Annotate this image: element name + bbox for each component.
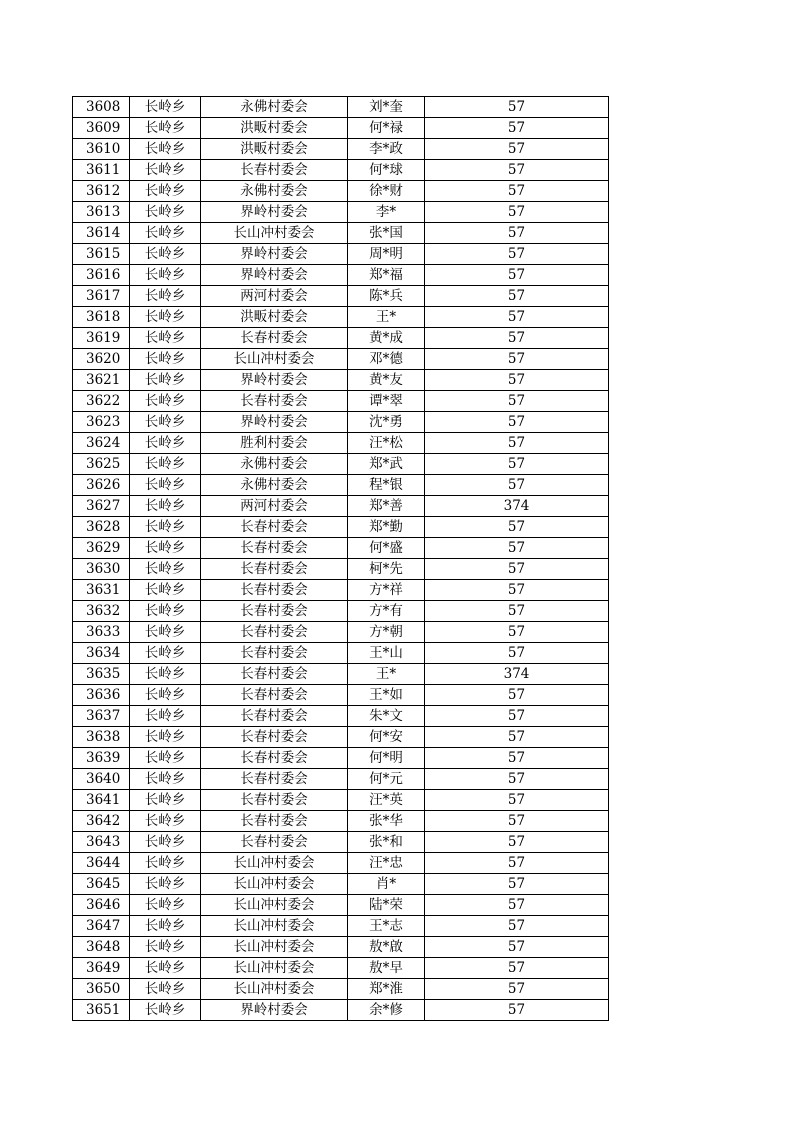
township-cell: 长岭乡	[130, 643, 201, 664]
table-row	[73, 181, 609, 202]
table-row	[73, 349, 609, 370]
township-cell: 长岭乡	[130, 139, 201, 160]
township-cell: 长岭乡	[130, 496, 201, 517]
amount-cell: 57	[425, 265, 609, 286]
township-cell: 长岭乡	[130, 475, 201, 496]
village-committee-cell: 长春村委会	[201, 811, 348, 832]
amount-cell: 57	[425, 958, 609, 979]
roster-table-body	[73, 97, 609, 1021]
township-cell: 长岭乡	[130, 118, 201, 139]
amount-cell: 57	[425, 433, 609, 454]
township-cell: 长岭乡	[130, 538, 201, 559]
township-cell: 长岭乡	[130, 328, 201, 349]
table-row	[73, 433, 609, 454]
village-committee-cell: 洪畈村委会	[201, 118, 348, 139]
amount-cell: 57	[425, 727, 609, 748]
township-cell: 长岭乡	[130, 958, 201, 979]
serial-number-cell: 3619	[73, 328, 130, 349]
name-cell: 郑*勤	[348, 517, 425, 538]
serial-number-cell: 3636	[73, 685, 130, 706]
township-cell: 长岭乡	[130, 559, 201, 580]
serial-number-cell: 3639	[73, 748, 130, 769]
name-cell: 何*元	[348, 769, 425, 790]
serial-number-cell: 3647	[73, 916, 130, 937]
amount-cell: 57	[425, 139, 609, 160]
amount-cell: 57	[425, 202, 609, 223]
table-row	[73, 538, 609, 559]
table-row	[73, 937, 609, 958]
village-committee-cell: 界岭村委会	[201, 1000, 348, 1021]
amount-cell: 57	[425, 769, 609, 790]
table-row	[73, 475, 609, 496]
name-cell: 程*银	[348, 475, 425, 496]
village-committee-cell: 长山冲村委会	[201, 223, 348, 244]
serial-number-cell: 3627	[73, 496, 130, 517]
table-row	[73, 979, 609, 1000]
amount-cell: 57	[425, 118, 609, 139]
village-committee-cell: 界岭村委会	[201, 412, 348, 433]
township-cell: 长岭乡	[130, 454, 201, 475]
township-cell: 长岭乡	[130, 160, 201, 181]
serial-number-cell: 3634	[73, 643, 130, 664]
township-cell: 长岭乡	[130, 790, 201, 811]
township-cell: 长岭乡	[130, 181, 201, 202]
table-row	[73, 895, 609, 916]
table-row	[73, 412, 609, 433]
table-row	[73, 958, 609, 979]
name-cell: 汪*松	[348, 433, 425, 454]
table-row	[73, 664, 609, 685]
amount-cell: 57	[425, 454, 609, 475]
village-committee-cell: 界岭村委会	[201, 244, 348, 265]
amount-cell: 57	[425, 790, 609, 811]
name-cell: 方*祥	[348, 580, 425, 601]
roster-table	[72, 96, 609, 1021]
serial-number-cell: 3616	[73, 265, 130, 286]
village-committee-cell: 长春村委会	[201, 559, 348, 580]
name-cell: 何*禄	[348, 118, 425, 139]
township-cell: 长岭乡	[130, 937, 201, 958]
village-committee-cell: 长春村委会	[201, 832, 348, 853]
township-cell: 长岭乡	[130, 202, 201, 223]
table-row	[73, 139, 609, 160]
name-cell: 黄*成	[348, 328, 425, 349]
name-cell: 王*志	[348, 916, 425, 937]
township-cell: 长岭乡	[130, 769, 201, 790]
township-cell: 长岭乡	[130, 97, 201, 118]
name-cell: 陈*兵	[348, 286, 425, 307]
name-cell: 汪*忠	[348, 853, 425, 874]
name-cell: 敖*早	[348, 958, 425, 979]
village-committee-cell: 永佛村委会	[201, 97, 348, 118]
name-cell: 张*华	[348, 811, 425, 832]
name-cell: 何*安	[348, 727, 425, 748]
name-cell: 郑*淮	[348, 979, 425, 1000]
table-row	[73, 454, 609, 475]
serial-number-cell: 3626	[73, 475, 130, 496]
table-row	[73, 622, 609, 643]
village-committee-cell: 长春村委会	[201, 748, 348, 769]
table-row	[73, 559, 609, 580]
table-row	[73, 286, 609, 307]
name-cell: 王*	[348, 664, 425, 685]
table-row	[73, 370, 609, 391]
amount-cell: 57	[425, 811, 609, 832]
table-row	[73, 727, 609, 748]
name-cell: 王*山	[348, 643, 425, 664]
amount-cell: 57	[425, 937, 609, 958]
table-row	[73, 97, 609, 118]
table-row	[73, 643, 609, 664]
name-cell: 郑*善	[348, 496, 425, 517]
township-cell: 长岭乡	[130, 811, 201, 832]
name-cell: 朱*文	[348, 706, 425, 727]
serial-number-cell: 3651	[73, 1000, 130, 1021]
amount-cell: 57	[425, 622, 609, 643]
township-cell: 长岭乡	[130, 832, 201, 853]
table-row	[73, 307, 609, 328]
village-committee-cell: 洪畈村委会	[201, 307, 348, 328]
amount-cell: 57	[425, 244, 609, 265]
amount-cell: 57	[425, 1000, 609, 1021]
name-cell: 余*修	[348, 1000, 425, 1021]
township-cell: 长岭乡	[130, 1000, 201, 1021]
serial-number-cell: 3628	[73, 517, 130, 538]
township-cell: 长岭乡	[130, 244, 201, 265]
serial-number-cell: 3630	[73, 559, 130, 580]
name-cell: 何*球	[348, 160, 425, 181]
township-cell: 长岭乡	[130, 370, 201, 391]
serial-number-cell: 3643	[73, 832, 130, 853]
serial-number-cell: 3613	[73, 202, 130, 223]
village-committee-cell: 长山冲村委会	[201, 349, 348, 370]
table-row	[73, 832, 609, 853]
township-cell: 长岭乡	[130, 412, 201, 433]
serial-number-cell: 3618	[73, 307, 130, 328]
village-committee-cell: 长春村委会	[201, 391, 348, 412]
amount-cell: 57	[425, 412, 609, 433]
amount-cell: 57	[425, 307, 609, 328]
village-committee-cell: 长春村委会	[201, 580, 348, 601]
township-cell: 长岭乡	[130, 748, 201, 769]
serial-number-cell: 3614	[73, 223, 130, 244]
village-committee-cell: 长春村委会	[201, 517, 348, 538]
village-committee-cell: 长山冲村委会	[201, 958, 348, 979]
serial-number-cell: 3611	[73, 160, 130, 181]
serial-number-cell: 3609	[73, 118, 130, 139]
amount-cell: 57	[425, 580, 609, 601]
township-cell: 长岭乡	[130, 307, 201, 328]
village-committee-cell: 长春村委会	[201, 727, 348, 748]
table-row	[73, 580, 609, 601]
amount-cell: 57	[425, 223, 609, 244]
table-row	[73, 391, 609, 412]
serial-number-cell: 3649	[73, 958, 130, 979]
serial-number-cell: 3631	[73, 580, 130, 601]
table-row	[73, 202, 609, 223]
table-row	[73, 874, 609, 895]
serial-number-cell: 3635	[73, 664, 130, 685]
table-row	[73, 265, 609, 286]
name-cell: 何*盛	[348, 538, 425, 559]
village-committee-cell: 两河村委会	[201, 496, 348, 517]
amount-cell: 57	[425, 979, 609, 1000]
amount-cell: 57	[425, 328, 609, 349]
serial-number-cell: 3617	[73, 286, 130, 307]
amount-cell: 57	[425, 748, 609, 769]
name-cell: 沈*勇	[348, 412, 425, 433]
amount-cell: 57	[425, 391, 609, 412]
village-committee-cell: 长山冲村委会	[201, 853, 348, 874]
township-cell: 长岭乡	[130, 979, 201, 1000]
township-cell: 长岭乡	[130, 286, 201, 307]
village-committee-cell: 长春村委会	[201, 160, 348, 181]
name-cell: 刘*奎	[348, 97, 425, 118]
table-row	[73, 601, 609, 622]
amount-cell: 57	[425, 559, 609, 580]
table-row	[73, 748, 609, 769]
serial-number-cell: 3646	[73, 895, 130, 916]
serial-number-cell: 3645	[73, 874, 130, 895]
village-committee-cell: 长春村委会	[201, 664, 348, 685]
village-committee-cell: 长春村委会	[201, 790, 348, 811]
amount-cell: 374	[425, 664, 609, 685]
serial-number-cell: 3632	[73, 601, 130, 622]
name-cell: 郑*武	[348, 454, 425, 475]
township-cell: 长岭乡	[130, 349, 201, 370]
name-cell: 李*政	[348, 139, 425, 160]
table-row	[73, 244, 609, 265]
name-cell: 张*国	[348, 223, 425, 244]
township-cell: 长岭乡	[130, 517, 201, 538]
name-cell: 邓*德	[348, 349, 425, 370]
amount-cell: 57	[425, 643, 609, 664]
village-committee-cell: 长春村委会	[201, 706, 348, 727]
township-cell: 长岭乡	[130, 664, 201, 685]
township-cell: 长岭乡	[130, 853, 201, 874]
name-cell: 方*朝	[348, 622, 425, 643]
name-cell: 王*如	[348, 685, 425, 706]
village-committee-cell: 长春村委会	[201, 328, 348, 349]
table-row	[73, 685, 609, 706]
village-committee-cell: 两河村委会	[201, 286, 348, 307]
village-committee-cell: 洪畈村委会	[201, 139, 348, 160]
township-cell: 长岭乡	[130, 916, 201, 937]
name-cell: 谭*翠	[348, 391, 425, 412]
amount-cell: 374	[425, 496, 609, 517]
serial-number-cell: 3638	[73, 727, 130, 748]
table-row	[73, 706, 609, 727]
village-committee-cell: 长春村委会	[201, 601, 348, 622]
name-cell: 汪*英	[348, 790, 425, 811]
township-cell: 长岭乡	[130, 727, 201, 748]
township-cell: 长岭乡	[130, 895, 201, 916]
village-committee-cell: 长春村委会	[201, 643, 348, 664]
serial-number-cell: 3621	[73, 370, 130, 391]
village-committee-cell: 界岭村委会	[201, 265, 348, 286]
village-committee-cell: 界岭村委会	[201, 370, 348, 391]
name-cell: 张*和	[348, 832, 425, 853]
serial-number-cell: 3622	[73, 391, 130, 412]
serial-number-cell: 3623	[73, 412, 130, 433]
name-cell: 柯*先	[348, 559, 425, 580]
amount-cell: 57	[425, 601, 609, 622]
serial-number-cell: 3608	[73, 97, 130, 118]
village-committee-cell: 永佛村委会	[201, 454, 348, 475]
village-committee-cell: 永佛村委会	[201, 475, 348, 496]
table-row	[73, 517, 609, 538]
township-cell: 长岭乡	[130, 391, 201, 412]
amount-cell: 57	[425, 916, 609, 937]
name-cell: 陆*荣	[348, 895, 425, 916]
table-row	[73, 160, 609, 181]
serial-number-cell: 3633	[73, 622, 130, 643]
table-row	[73, 853, 609, 874]
table-row	[73, 811, 609, 832]
serial-number-cell: 3629	[73, 538, 130, 559]
village-committee-cell: 长春村委会	[201, 685, 348, 706]
serial-number-cell: 3648	[73, 937, 130, 958]
village-committee-cell: 长春村委会	[201, 769, 348, 790]
name-cell: 郑*福	[348, 265, 425, 286]
serial-number-cell: 3641	[73, 790, 130, 811]
amount-cell: 57	[425, 706, 609, 727]
village-committee-cell: 长山冲村委会	[201, 874, 348, 895]
amount-cell: 57	[425, 286, 609, 307]
table-row	[73, 118, 609, 139]
village-committee-cell: 长春村委会	[201, 622, 348, 643]
township-cell: 长岭乡	[130, 433, 201, 454]
name-cell: 周*明	[348, 244, 425, 265]
name-cell: 敖*啟	[348, 937, 425, 958]
serial-number-cell: 3610	[73, 139, 130, 160]
amount-cell: 57	[425, 181, 609, 202]
township-cell: 长岭乡	[130, 874, 201, 895]
name-cell: 徐*财	[348, 181, 425, 202]
village-committee-cell: 长山冲村委会	[201, 895, 348, 916]
name-cell: 肖*	[348, 874, 425, 895]
name-cell: 何*明	[348, 748, 425, 769]
village-committee-cell: 长山冲村委会	[201, 916, 348, 937]
serial-number-cell: 3640	[73, 769, 130, 790]
table-row	[73, 328, 609, 349]
table-row	[73, 1000, 609, 1021]
serial-number-cell: 3615	[73, 244, 130, 265]
amount-cell: 57	[425, 853, 609, 874]
serial-number-cell: 3637	[73, 706, 130, 727]
amount-cell: 57	[425, 349, 609, 370]
serial-number-cell: 3612	[73, 181, 130, 202]
amount-cell: 57	[425, 895, 609, 916]
serial-number-cell: 3625	[73, 454, 130, 475]
amount-cell: 57	[425, 97, 609, 118]
amount-cell: 57	[425, 517, 609, 538]
village-committee-cell: 界岭村委会	[201, 202, 348, 223]
village-committee-cell: 胜利村委会	[201, 433, 348, 454]
serial-number-cell: 3620	[73, 349, 130, 370]
township-cell: 长岭乡	[130, 685, 201, 706]
amount-cell: 57	[425, 685, 609, 706]
table-row	[73, 916, 609, 937]
village-committee-cell: 长春村委会	[201, 538, 348, 559]
township-cell: 长岭乡	[130, 601, 201, 622]
township-cell: 长岭乡	[130, 580, 201, 601]
serial-number-cell: 3624	[73, 433, 130, 454]
amount-cell: 57	[425, 832, 609, 853]
village-committee-cell: 长山冲村委会	[201, 979, 348, 1000]
name-cell: 黄*友	[348, 370, 425, 391]
amount-cell: 57	[425, 475, 609, 496]
name-cell: 王*	[348, 307, 425, 328]
table-row	[73, 223, 609, 244]
serial-number-cell: 3644	[73, 853, 130, 874]
amount-cell: 57	[425, 874, 609, 895]
amount-cell: 57	[425, 370, 609, 391]
name-cell: 方*有	[348, 601, 425, 622]
amount-cell: 57	[425, 160, 609, 181]
township-cell: 长岭乡	[130, 706, 201, 727]
township-cell: 长岭乡	[130, 223, 201, 244]
village-committee-cell: 永佛村委会	[201, 181, 348, 202]
township-cell: 长岭乡	[130, 622, 201, 643]
serial-number-cell: 3642	[73, 811, 130, 832]
township-cell: 长岭乡	[130, 265, 201, 286]
village-committee-cell: 长山冲村委会	[201, 937, 348, 958]
table-row	[73, 769, 609, 790]
amount-cell: 57	[425, 538, 609, 559]
serial-number-cell: 3650	[73, 979, 130, 1000]
name-cell: 李*	[348, 202, 425, 223]
table-row	[73, 496, 609, 517]
table-row	[73, 790, 609, 811]
